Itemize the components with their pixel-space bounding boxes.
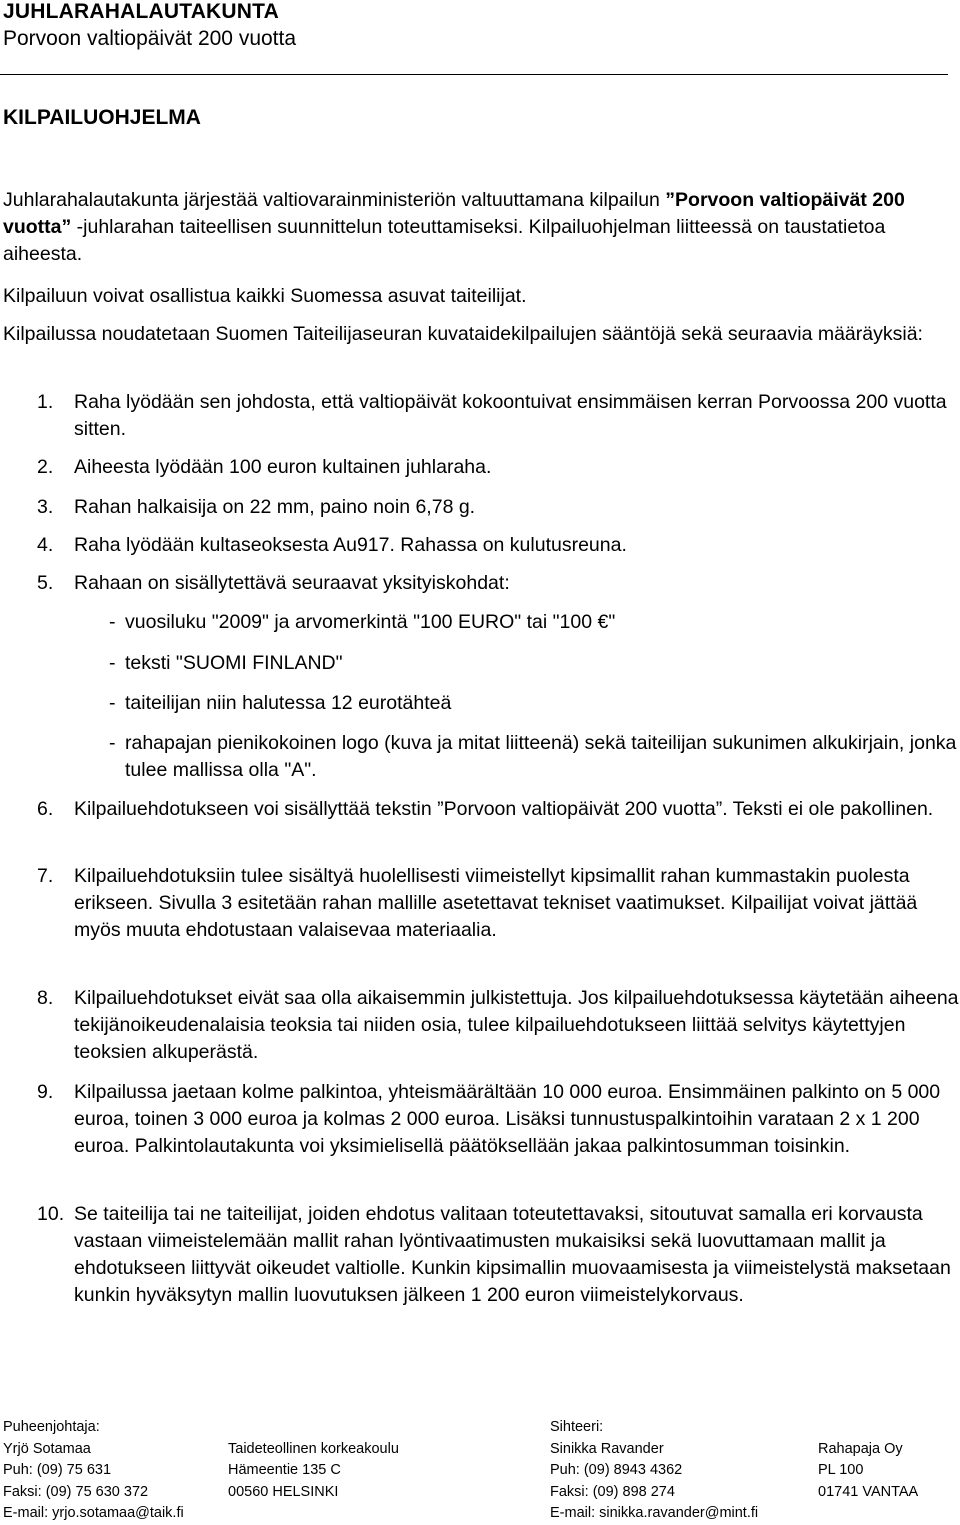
footer-chair-email: E-mail: yrjo.sotamaa@taik.fi [3,1505,184,1521]
intro-paragraph-2: Kilpailuun voivat osallistua kaikki Suomessa asuvat taiteilijat. [3,285,527,307]
footer-secretary-fax: Faksi: (09) 898 274 [550,1483,675,1500]
footer-chair-org-name: Taideteollinen korkeakoulu [228,1440,399,1457]
rule-item-10 [37,1201,960,1309]
rule-text: Se taiteilija tai ne taiteilijat, joiden ehdotus valitaan toteutettavaksi, sitoutuvat samalla eri korvausta vastaan viimeistelemään mallit rahan lyöntivaatimusten mukaisiksi sekä luovuttamaan mallit ja ehdotukseen liittyvät oikeudet valtiolle. Kunkin kipsimallin muovaamisesta ja viimeistelystä maksetaan kunkin hyväksytyn mallin luovutuksen jälkeen 1 200 euron viimeistelykorvaus. [74,1203,951,1306]
detail-item-1 [109,609,959,636]
rule-number: 9. [37,1081,54,1103]
intro-text-start: Juhlarahalautakunta järjestää valtiovarainministeriön valtuuttamana kilpailun [3,189,666,211]
detail-dash: - [109,692,116,714]
rule-text: Kilpailuehdotukset eivät saa olla aikaisemmin julkistettuja. Jos kilpailuehdotuksessa käytetään aiheena tekijänoikeudenalaisia teoksia tai niiden osia, tulee kilpailuehdotukseen liittää selvitys käytettyjen teoksien alkuperästä. [74,987,959,1063]
footer-chair-org-street: Hämeentie 135 C [228,1462,341,1478]
footer-secretary-org-city: 01741 VANTAA [818,1483,919,1500]
footer-secretary-org-box: PL 100 [818,1462,864,1478]
footer-chair-phone: Puh: (09) 75 631 [3,1462,112,1478]
footer-secretary-name: Sinikka Ravander [550,1440,664,1457]
footer-chair-organization [228,1439,399,1504]
rule-item-4 [37,532,960,559]
rule-number: 8. [37,987,54,1009]
footer-chair-fax: Faksi: (09) 75 630 372 [3,1483,149,1500]
detail-dash: - [109,652,116,674]
rule-item-8 [37,985,960,1066]
rule-item-2 [37,454,960,481]
footer-chair-name: Yrjö Sotamaa [3,1440,91,1457]
rule-number: 3. [37,496,54,518]
rule-number: 4. [37,534,54,556]
rule-number: 7. [37,865,54,887]
footer-secretary-role: Sihteeri: [550,1419,604,1435]
intro-paragraph-1 [3,187,948,268]
footer-secretary-email: E-mail: sinikka.ravander@mint.fi [550,1505,759,1521]
footer-secretary-phone: Puh: (09) 8943 4362 [550,1462,683,1478]
detail-item-4 [109,730,959,784]
rule-text: Kilpailussa jaetaan kolme palkintoa, yhteismäärältään 10 000 euroa. Ensimmäinen palkinto on 5 000 euroa, toinen 3 000 euroa ja kolmas 2 000 euroa. Lisäksi tunnustuspalkintoihin varataan 2 x 1 200 euroa. Palkintolautakunta voi yksimielisellä päätöksellään jakaa palkintosumman toisinkin. [74,1081,941,1157]
detail-text: teksti "SUOMI FINLAND" [125,652,343,674]
rule-number: 2. [37,456,54,478]
footer-chair-contact [3,1417,184,1525]
intro-paragraph-3: Kilpailussa noudatetaan Suomen Taiteilijaseuran kuvataidekilpailujen sääntöjä sekä seuraavia määräyksiä: [3,323,923,345]
rule-number: 10. [37,1203,65,1225]
detail-dash: - [109,732,116,754]
intro-text-bold: ”Porvoon valtiopäivät 200 vuotta” [3,189,905,238]
detail-item-3 [109,690,959,717]
header-subtitle: Porvoon valtiopäivät 200 vuotta [3,27,297,50]
detail-text: taiteilijan niin halutessa 12 eurotähteä [125,692,452,714]
rule-item-7 [37,863,960,944]
footer-secretary-contact [550,1417,758,1525]
detail-text: rahapajan pienikokoinen logo (kuva ja mitat liitteenä) sekä taiteilijan sukunimen alkukirjain, jonka tulee mallissa olla "A". [125,732,957,781]
footer-secretary-org-name: Rahapaja Oy [818,1440,903,1457]
footer-chair-role: Puheenjohtaja: [3,1419,100,1435]
rule-text: Rahaan on sisällytettävä seuraavat yksityiskohdat: [74,572,510,594]
intro-text-end: -juhlarahan taiteellisen suunnittelun toteuttamiseksi. Kilpailuohjelman liitteessä on taustatietoa aiheesta. [3,216,886,265]
rule-number: 1. [37,391,54,413]
rule-text: Raha lyödään kultaseoksesta Au917. Rahassa on kulutusreuna. [74,534,627,556]
rule-text: Rahan halkaisija on 22 mm, paino noin 6,78 g. [74,496,476,518]
rule-number: 5. [37,572,54,594]
detail-dash: - [109,611,116,633]
rule-item-1 [37,389,960,443]
rule-text: Raha lyödään sen johdosta, että valtiopäivät kokoontuivat ensimmäisen kerran Porvoossa 200 vuotta sitten. [74,391,947,440]
detail-item-2 [109,650,959,677]
rule-text: Kilpailuehdotukseen voi sisällyttää tekstin ”Porvoon valtiopäivät 200 vuotta”. Teksti ei ole pakollinen. [74,798,934,820]
rule-item-9 [37,1079,960,1160]
document-heading: KILPAILUOHJELMA [3,106,201,129]
rule-item-3 [37,494,960,521]
rule-item-5 [37,570,960,597]
header-divider [0,74,948,75]
rule-item-6 [37,796,960,823]
footer-chair-org-city: 00560 HELSINKI [228,1483,339,1500]
detail-text: vuosiluku "2009" ja arvomerkintä "100 EURO" tai "100 €" [125,611,616,633]
rule-text: Kilpailuehdotuksiin tulee sisältyä huolellisesti viimeistellyt kipsimallit rahan kummastakin puolesta erikseen. Sivulla 3 esitetään rahan mallille asetettavat tekniset vaatimukset. Kilpailijat voivat jättää myös muuta ehdotustaan valaisevaa materiaalia. [74,865,918,941]
rule-text: Aiheesta lyödään 100 euron kultainen juhlaraha. [74,456,492,478]
header-title: JUHLARAHALAUTAKUNTA [3,0,279,23]
footer-secretary-organization [818,1439,918,1504]
rule-number: 6. [37,798,54,820]
